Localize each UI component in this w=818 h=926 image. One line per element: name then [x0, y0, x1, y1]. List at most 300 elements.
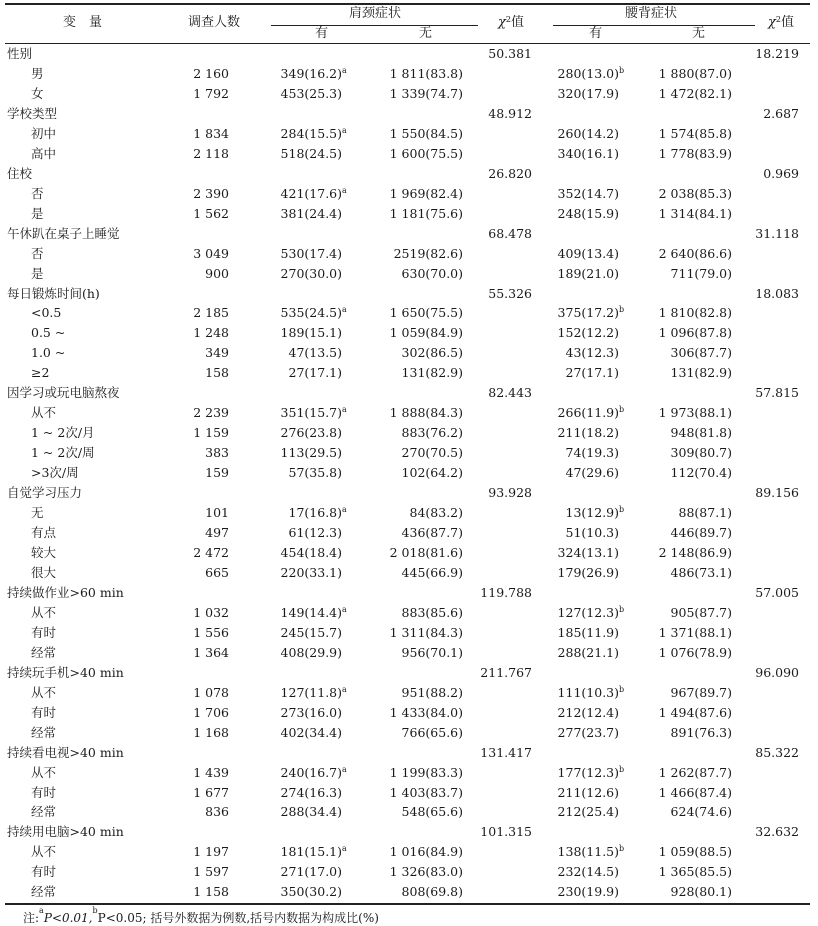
- back-no: 131(82.9): [670, 365, 732, 381]
- back-yes-value: 409(13.4): [557, 245, 619, 261]
- back-yes-value: 51(10.3): [565, 525, 619, 541]
- neck-yes: [281, 802, 348, 822]
- neck-yes: [281, 723, 348, 743]
- back-no: 2 038(85.3): [658, 185, 732, 201]
- row-label: 无: [31, 505, 44, 521]
- neck-yes-sig: a: [342, 844, 347, 854]
- bottom-rule: [5, 903, 810, 905]
- back-yes: [566, 363, 626, 383]
- neck-no: 951(88.2): [401, 684, 463, 700]
- back-yes: [558, 703, 625, 723]
- neck-no: 766(65.6): [401, 724, 463, 740]
- chi-value-neck: 68.478: [488, 225, 532, 241]
- neck-yes: [281, 623, 348, 643]
- row-label: 否: [31, 185, 44, 201]
- survey-count: 2 390: [193, 185, 229, 201]
- chi-value-neck: 131.417: [480, 744, 532, 760]
- header-back-yes: 有: [589, 26, 603, 41]
- chi-sup: 2: [775, 15, 781, 24]
- back-no: 1 096(87.8): [658, 325, 732, 341]
- back-no: 1 076(78.9): [658, 644, 732, 660]
- back-no: 88(87.1): [678, 505, 732, 521]
- back-yes-value: 340(16.1): [557, 145, 619, 161]
- back-yes-value: 185(11.9): [557, 624, 619, 640]
- neck-yes-value: 350(30.2): [280, 884, 342, 900]
- back-yes: [558, 723, 625, 743]
- survey-count: 1 078: [193, 684, 229, 700]
- neck-yes-value: 535(24.5): [280, 305, 342, 321]
- neck-no: 548(65.6): [401, 804, 463, 820]
- survey-count: 1 677: [193, 784, 229, 800]
- group-name: 持续做作业>60 min: [7, 584, 124, 600]
- neck-yes-value: 127(11.8): [280, 684, 342, 700]
- back-no: 711(79.0): [670, 265, 732, 281]
- row-label: 有时: [31, 864, 57, 880]
- survey-count: 497: [205, 525, 229, 541]
- back-yes: [558, 603, 625, 623]
- neck-yes: [281, 403, 348, 423]
- back-yes-value: 43(12.3): [565, 345, 619, 361]
- row-label: 从不: [31, 405, 57, 421]
- back-no: 948(81.8): [670, 425, 732, 441]
- chi-symbol: χ: [498, 15, 506, 30]
- survey-count: 159: [205, 465, 229, 481]
- back-yes-sig: b: [619, 684, 625, 694]
- survey-count: 101: [205, 505, 229, 521]
- row-label: 从不: [31, 764, 57, 780]
- chi-value-back: 18.219: [755, 46, 799, 61]
- header-chi-2: [768, 13, 794, 33]
- row-label: <0.5: [31, 305, 62, 321]
- back-no: 1 262(87.7): [658, 764, 732, 780]
- chi-sup: 2: [505, 15, 511, 24]
- row-label: 高中: [31, 145, 57, 161]
- back-yes: [558, 623, 625, 643]
- back-no: 1 472(82.1): [658, 85, 732, 101]
- chi-value-back: 96.090: [755, 664, 799, 680]
- neck-yes-sig: a: [342, 604, 347, 614]
- neck-no: 1 199(83.3): [389, 764, 463, 780]
- note-a-sup: a: [39, 906, 44, 916]
- survey-count: 1 032: [193, 604, 229, 620]
- chi-value-neck: 101.315: [480, 824, 532, 840]
- neck-yes-value: 271(17.0): [280, 864, 342, 880]
- survey-count: 1 556: [193, 624, 229, 640]
- neck-yes-value: 288(34.4): [280, 804, 342, 820]
- back-yes-value: 138(11.5): [557, 844, 619, 860]
- chi-suffix: 值: [780, 15, 794, 30]
- back-yes: [566, 443, 626, 463]
- neck-yes: [289, 463, 349, 483]
- neck-yes-sig: a: [342, 185, 347, 195]
- neck-yes: [281, 842, 348, 862]
- chi-value-neck: 93.928: [488, 485, 532, 501]
- back-yes-sig: b: [619, 764, 625, 774]
- neck-yes: [281, 783, 348, 803]
- survey-count: 2 118: [193, 145, 229, 161]
- neck-yes-sig: a: [342, 684, 347, 694]
- row-label: 1.0 ~: [31, 345, 66, 361]
- survey-count: 1 197: [193, 844, 229, 860]
- back-no: 1 371(88.1): [658, 624, 732, 640]
- back-no: 967(89.7): [670, 684, 732, 700]
- survey-count: 2 185: [193, 305, 229, 321]
- table-note: [23, 906, 379, 926]
- neck-yes: [281, 84, 348, 104]
- back-yes: [566, 503, 626, 523]
- back-yes: [558, 643, 625, 663]
- neck-yes-value: 245(15.7): [280, 624, 342, 640]
- neck-yes-value: 274(16.3): [280, 784, 342, 800]
- back-no: 112(70.4): [670, 465, 732, 481]
- group-name: 学校类型: [7, 105, 58, 121]
- row-label: 初中: [31, 125, 57, 141]
- neck-yes: [281, 563, 348, 583]
- back-yes: [558, 303, 625, 323]
- neck-yes-value: 518(24.5): [280, 145, 342, 161]
- header-back-no: 无: [692, 26, 706, 41]
- survey-count: 1 364: [193, 644, 229, 660]
- back-yes: [558, 683, 625, 703]
- back-yes-value: 280(13.0): [557, 65, 619, 81]
- back-yes-value: 177(12.3): [557, 764, 619, 780]
- survey-count: 1 706: [193, 704, 229, 720]
- survey-count: 1 168: [193, 724, 229, 740]
- neck-yes-sig: a: [342, 505, 347, 515]
- neck-no: 1 888(84.3): [389, 405, 463, 421]
- row-label: 0.5 ~: [31, 325, 66, 341]
- back-yes-value: 212(25.4): [557, 804, 619, 820]
- neck-yes: [281, 603, 348, 623]
- neck-yes-value: 270(30.0): [280, 265, 342, 281]
- back-yes-value: 232(14.5): [557, 864, 619, 880]
- neck-yes: [281, 244, 348, 264]
- row-label: 较大: [31, 545, 57, 560]
- neck-no: 1 600(75.5): [389, 145, 463, 161]
- back-yes-value: 127(12.3): [557, 604, 619, 620]
- neck-yes-sig: a: [342, 65, 347, 75]
- back-no: 309(80.7): [670, 445, 732, 461]
- neck-yes: [289, 343, 349, 363]
- neck-yes: [281, 124, 348, 144]
- neck-no: 1 433(84.0): [389, 704, 463, 720]
- neck-yes: [289, 523, 349, 543]
- row-label: 是: [31, 205, 44, 221]
- neck-yes: [281, 683, 348, 703]
- back-no: 1 574(85.8): [658, 125, 732, 141]
- neck-yes: [281, 643, 348, 663]
- group-name: 自觉学习压力: [7, 485, 83, 501]
- neck-yes: [281, 443, 348, 463]
- neck-yes-value: 113(29.5): [280, 445, 342, 461]
- chi-value-back: 85.322: [755, 744, 799, 760]
- survey-count: 1 792: [193, 85, 229, 101]
- neck-yes: [281, 204, 348, 224]
- survey-count: 1 834: [193, 125, 229, 141]
- back-no: 1 973(88.1): [658, 405, 732, 421]
- neck-no: 1 016(84.9): [389, 844, 463, 860]
- neck-no: 1 403(83.7): [389, 784, 463, 800]
- neck-no: 883(76.2): [401, 425, 463, 441]
- row-label: 有时: [31, 784, 57, 800]
- note-b-sup: b: [92, 906, 98, 916]
- back-yes: [558, 783, 625, 803]
- back-yes: [558, 882, 625, 902]
- chi-value-neck: 55.326: [488, 285, 532, 301]
- chi-value-back: 57.815: [755, 385, 799, 401]
- back-yes: [558, 563, 625, 583]
- neck-yes-sig: a: [342, 764, 347, 774]
- back-no: 905(87.7): [670, 604, 732, 620]
- chi-value-back: 0.969: [763, 165, 799, 181]
- row-label: 女: [31, 85, 44, 101]
- neck-yes-value: 530(17.4): [280, 245, 342, 261]
- back-group-rule: [553, 25, 755, 26]
- chi-value-neck: 48.912: [488, 105, 532, 121]
- neck-yes-sig: a: [342, 305, 347, 315]
- header-chi-1: [498, 13, 524, 33]
- chi-value-back: 57.005: [755, 584, 799, 600]
- row-label: 有时: [31, 624, 57, 640]
- back-yes: [558, 264, 625, 284]
- neck-yes-value: 149(14.4): [280, 604, 342, 620]
- back-yes: [558, 763, 625, 783]
- neck-no: 2 018(81.6): [389, 545, 463, 560]
- back-yes-sig: b: [619, 604, 625, 614]
- survey-count: 665: [205, 564, 229, 580]
- neck-yes-value: 220(33.1): [280, 564, 342, 580]
- back-no: 486(73.1): [670, 564, 732, 580]
- back-no: 2 640(86.6): [658, 245, 732, 261]
- back-yes-value: 13(12.9): [565, 505, 619, 521]
- back-yes: [566, 463, 626, 483]
- neck-yes: [281, 862, 348, 882]
- neck-yes-value: 381(24.4): [280, 205, 342, 221]
- back-no: 446(89.7): [670, 525, 732, 541]
- neck-yes-value: 402(34.4): [280, 724, 342, 740]
- back-yes-sig: b: [619, 65, 625, 75]
- back-yes-sig: b: [619, 305, 625, 315]
- back-yes-value: 260(14.2): [557, 125, 619, 141]
- neck-yes: [281, 64, 348, 84]
- neck-no: 102(64.2): [401, 465, 463, 481]
- neck-yes-value: 408(29.9): [280, 644, 342, 660]
- neck-no: 1 326(83.0): [389, 864, 463, 880]
- back-yes: [558, 403, 625, 423]
- group-name: 持续用电脑>40 min: [7, 824, 124, 840]
- neck-no: 84(83.2): [409, 505, 463, 521]
- neck-no: 1 181(75.6): [389, 205, 463, 221]
- row-label: 从不: [31, 844, 57, 860]
- back-yes-value: 320(17.9): [557, 85, 619, 101]
- neck-yes-sig: a: [342, 125, 347, 135]
- back-no: 1 059(88.5): [658, 844, 732, 860]
- back-yes-value: 277(23.7): [557, 724, 619, 740]
- back-yes: [558, 84, 625, 104]
- row-label: 是: [31, 265, 44, 281]
- header-neck-yes: 有: [315, 26, 329, 41]
- chi-symbol: χ: [768, 15, 776, 30]
- back-yes-value: 189(21.0): [557, 265, 619, 281]
- neck-yes: [281, 303, 348, 323]
- chi-value-back: 18.083: [755, 285, 799, 301]
- note-a-text: P<0.01,: [43, 911, 93, 926]
- back-yes-value: 266(11.9): [557, 405, 619, 421]
- back-yes: [558, 144, 625, 164]
- neck-yes-value: 453(25.3): [280, 85, 342, 101]
- back-no: 1 365(85.5): [658, 864, 732, 880]
- neck-no: 1 650(75.5): [389, 305, 463, 321]
- neck-yes-value: 276(23.8): [280, 425, 342, 441]
- neck-group-rule: [271, 25, 478, 26]
- row-label: >3次/周: [31, 465, 79, 481]
- survey-count: 1 439: [193, 764, 229, 780]
- back-yes-sig: b: [619, 844, 625, 854]
- back-yes-value: 111(10.3): [557, 684, 619, 700]
- neck-no: 2519(82.6): [393, 245, 463, 261]
- row-label: 从不: [31, 604, 57, 620]
- row-label: 男: [31, 65, 44, 81]
- chi-value-back: 32.632: [755, 824, 799, 840]
- group-name: 午休趴在桌子上睡觉: [7, 225, 120, 241]
- back-yes-value: 27(17.1): [565, 365, 619, 381]
- survey-count: 1 248: [193, 325, 229, 341]
- back-yes: [558, 862, 625, 882]
- chi-value-neck: 119.788: [480, 584, 532, 600]
- header-neck-group: 肩颈症状: [349, 6, 402, 21]
- neck-yes-value: 61(12.3): [288, 525, 342, 541]
- chi-value-back: 31.118: [755, 225, 799, 241]
- neck-no: 1 059(84.9): [389, 325, 463, 341]
- chi-value-neck: 211.767: [480, 664, 532, 680]
- back-yes-value: 152(12.2): [557, 325, 619, 341]
- back-yes: [558, 124, 625, 144]
- header-back-group: 腰背症状: [625, 6, 678, 21]
- neck-no: 883(85.6): [401, 604, 463, 620]
- group-name: 因学习或玩电脑熬夜: [7, 385, 120, 401]
- row-label: 很大: [31, 564, 57, 580]
- survey-count: 900: [205, 265, 229, 281]
- back-yes: [558, 244, 625, 264]
- neck-yes: [281, 703, 348, 723]
- neck-yes: [281, 323, 348, 343]
- row-label: 经常: [31, 804, 57, 820]
- chi-value-neck: 26.820: [488, 165, 532, 181]
- neck-yes: [281, 763, 348, 783]
- group-name: 性别: [7, 46, 33, 61]
- neck-no: 1 339(74.7): [389, 85, 463, 101]
- neck-yes: [281, 144, 348, 164]
- neck-no: 1 811(83.8): [389, 65, 463, 81]
- neck-yes: [281, 882, 348, 902]
- neck-no: 630(70.0): [401, 265, 463, 281]
- survey-count: 1 597: [193, 864, 229, 880]
- back-no: 306(87.7): [670, 345, 732, 361]
- back-yes-value: 248(15.9): [557, 205, 619, 221]
- back-yes-value: 212(12.4): [557, 704, 619, 720]
- neck-yes-value: 27(17.1): [288, 365, 342, 381]
- neck-no: 956(70.1): [401, 644, 463, 660]
- back-no: 1 466(87.4): [658, 784, 732, 800]
- header-variable: 变 量: [63, 15, 103, 30]
- neck-no: 445(66.9): [401, 564, 463, 580]
- back-yes: [558, 842, 625, 862]
- back-yes: [566, 523, 626, 543]
- survey-count: 349: [205, 345, 229, 361]
- neck-no: 131(82.9): [401, 365, 463, 381]
- group-name: 持续玩手机>40 min: [7, 664, 124, 680]
- row-label: 有时: [31, 704, 57, 720]
- neck-yes: [289, 363, 349, 383]
- neck-yes: [281, 543, 348, 563]
- neck-yes-value: 189(15.1): [280, 325, 342, 341]
- neck-yes-value: 351(15.7): [280, 405, 342, 421]
- back-no: 624(74.6): [670, 804, 732, 820]
- back-yes-sig: b: [619, 505, 625, 515]
- back-yes-value: 74(19.3): [565, 445, 619, 461]
- back-yes-value: 211(12.6): [557, 784, 619, 800]
- back-no: 928(80.1): [670, 884, 732, 900]
- back-yes-value: 288(21.1): [557, 644, 619, 660]
- row-label: 1 ~ 2次/月: [31, 425, 95, 441]
- neck-no: 302(86.5): [401, 345, 463, 361]
- back-yes: [558, 184, 625, 204]
- back-yes-value: 230(19.9): [557, 884, 619, 900]
- back-no: 891(76.3): [670, 724, 732, 740]
- neck-yes-value: 349(16.2): [280, 65, 342, 81]
- neck-yes-value: 181(15.1): [280, 844, 342, 860]
- neck-yes: [281, 264, 348, 284]
- row-label: 从不: [31, 684, 57, 700]
- back-yes-value: 352(14.7): [557, 185, 619, 201]
- back-no: 1 810(82.8): [658, 305, 732, 321]
- neck-yes-value: 57(35.8): [288, 465, 342, 481]
- chi-suffix: 值: [510, 15, 524, 30]
- survey-count: 3 049: [193, 245, 229, 261]
- back-no: 1 880(87.0): [658, 65, 732, 81]
- row-label: 经常: [31, 884, 57, 900]
- back-yes: [558, 423, 625, 443]
- neck-yes-value: 273(16.0): [280, 704, 342, 720]
- neck-no: 1 969(82.4): [389, 185, 463, 201]
- neck-yes: [289, 503, 349, 523]
- neck-yes-sig: a: [342, 405, 347, 415]
- back-yes: [558, 64, 625, 84]
- header-neck-no: 无: [419, 26, 433, 41]
- neck-yes-value: 421(17.6): [280, 185, 342, 201]
- group-name: 住校: [7, 165, 33, 181]
- group-name: 每日锻炼时间(h): [7, 285, 100, 301]
- neck-no: 808(69.8): [401, 884, 463, 900]
- neck-no: 436(87.7): [401, 525, 463, 541]
- back-no: 1 494(87.6): [658, 704, 732, 720]
- neck-yes-value: 47(13.5): [288, 345, 342, 361]
- row-label: 1 ~ 2次/周: [31, 445, 95, 461]
- back-yes-value: 211(18.2): [557, 425, 619, 441]
- neck-no: 270(70.5): [401, 445, 463, 461]
- back-yes: [566, 343, 626, 363]
- back-yes: [558, 543, 625, 563]
- survey-count: 2 472: [193, 545, 229, 560]
- back-yes: [558, 323, 625, 343]
- back-yes-value: 375(17.2): [557, 305, 619, 321]
- chi-value-back: 2.687: [763, 105, 799, 121]
- back-yes: [558, 204, 625, 224]
- neck-yes-value: 240(16.7): [280, 764, 342, 780]
- survey-count: 836: [205, 804, 229, 820]
- chi-value-neck: 50.381: [488, 46, 532, 61]
- note-b-text: P<0.05; 括号外数据为例数,括号内数据为构成比(%): [97, 911, 379, 926]
